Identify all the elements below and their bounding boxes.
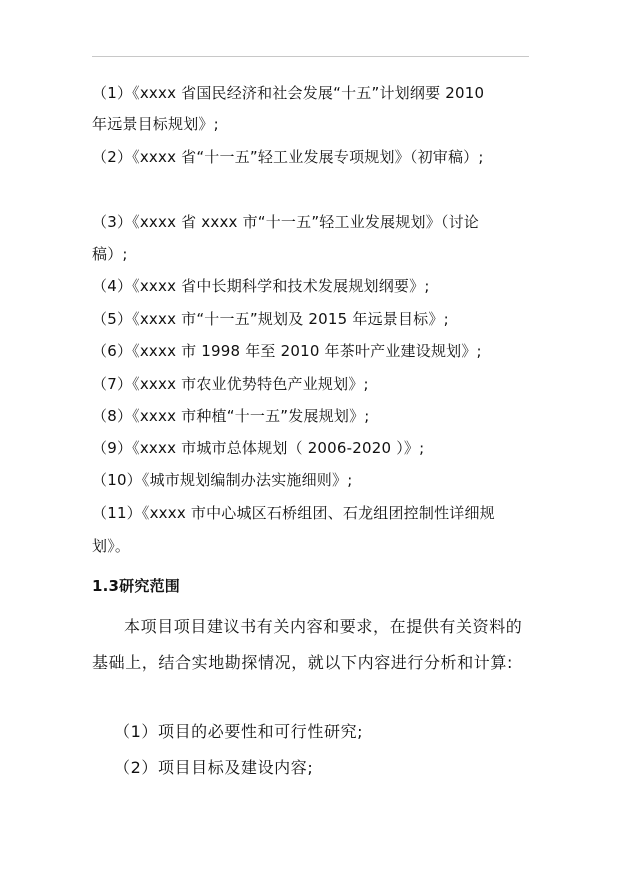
section-paragraph: 本项目项目建议书有关内容和要求，在提供有关资料的 bbox=[124, 617, 523, 636]
scope-item: （1）项目的必要性和可行性研究; bbox=[114, 722, 364, 741]
scope-item: （2）项目目标及建设内容; bbox=[114, 758, 314, 777]
reference-line: （6）《xxxx 市 1998 年至 2010 年茶叶产业建设规划》; bbox=[92, 342, 482, 360]
reference-line: （11）《xxxx 市中心城区石桥组团、石龙组团控制性详细规 bbox=[92, 504, 495, 522]
reference-line: （4）《xxxx 省中长期科学和技术发展规划纲要》; bbox=[92, 277, 430, 295]
reference-line: 年远景目标规划》; bbox=[92, 115, 219, 133]
section-heading: 1.3研究范围 bbox=[92, 577, 180, 595]
reference-line: （8）《xxxx 市种植“十一五”发展规划》; bbox=[92, 407, 370, 425]
reference-line: （9）《xxxx 市城市总体规划（ 2006-2020 ）》; bbox=[92, 439, 425, 457]
reference-line: （1）《xxxx 省国民经济和社会发展“十五”计划纲要 2010 bbox=[92, 84, 485, 102]
reference-line: 稿）; bbox=[92, 245, 128, 263]
reference-line: 划》。 bbox=[92, 537, 131, 555]
reference-line: （2）《xxxx 省“十一五”轻工业发展专项规划》（初审稿）; bbox=[92, 148, 484, 166]
section-paragraph: 基础上，结合实地勘探情况，就以下内容进行分析和计算: bbox=[92, 653, 513, 672]
reference-line: （10）《城市规划编制办法实施细则》; bbox=[92, 471, 353, 489]
reference-line: （3）《xxxx 省 xxxx 市“十一五”轻工业发展规划》（讨论 bbox=[92, 213, 480, 231]
reference-line: （7）《xxxx 市农业优势特色产业规划》; bbox=[92, 375, 369, 393]
page-header-rule bbox=[92, 56, 529, 57]
reference-line: （5）《xxxx 市“十一五”规划及 2015 年远景目标》; bbox=[92, 310, 449, 328]
